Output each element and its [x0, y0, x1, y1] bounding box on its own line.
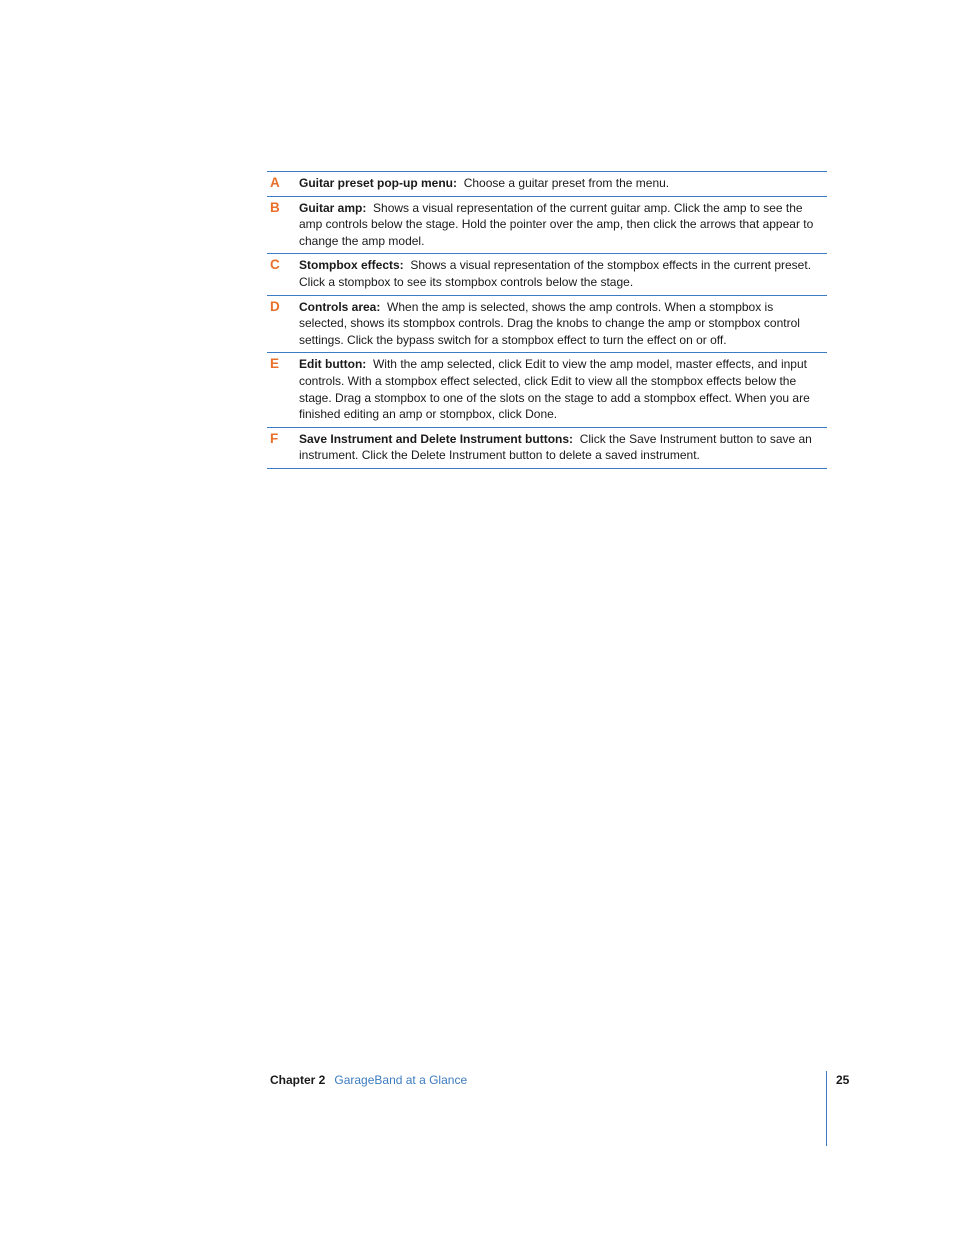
footer-chapter: Chapter 2 [270, 1073, 326, 1087]
callout-term: Guitar preset pop-up menu: [299, 176, 458, 190]
callout-description: Click the Save Instrument button to save an instrument. Click the Delete Instrument button to delete a saved instrument. [299, 431, 812, 463]
callout-term: Save Instrument and Delete Instrument buttons: [299, 431, 574, 446]
callout-row-a [267, 172, 827, 197]
callout-term: Guitar amp: [299, 200, 367, 215]
callout-row-e [267, 353, 827, 427]
callout-term: Stompbox effects: [299, 258, 404, 273]
callout-row-c [267, 254, 827, 295]
callout-table [267, 171, 827, 469]
callout-letter: B [270, 199, 280, 215]
callout-letter: F [270, 430, 279, 446]
callout-text [299, 200, 827, 250]
callout-description: When the amp is selected, shows the amp controls. When a stompbox is selected, shows its stompbox controls. Drag the knobs to change the amp or stompbox control settings. Click the bypass switch for a stompbox effect to turn the effect on or off. [299, 299, 800, 347]
callout-letter: D [270, 298, 280, 314]
callout-description: Choose a guitar preset from the menu. [463, 176, 670, 190]
callout-row-b [267, 197, 827, 255]
callout-text [299, 356, 827, 422]
callout-letter: A [270, 175, 280, 190]
callout-text [299, 175, 827, 192]
footer-divider [826, 1071, 827, 1146]
callout-letter: C [270, 257, 280, 273]
callout-text [299, 257, 827, 290]
callout-description: Shows a visual representation of the current guitar amp. Click the amp to see the amp controls below the stage. Hold the pointer over the amp, then click the arrows that appear to change the amp model. [299, 200, 814, 248]
page-number: 25 [836, 1073, 850, 1087]
callout-text [299, 431, 827, 464]
callout-row-f [267, 428, 827, 469]
callout-term: Controls area: [299, 299, 381, 314]
callout-row-d [267, 296, 827, 354]
footer-chapter-title: GarageBand at a Glance [334, 1073, 468, 1087]
callout-description: With the amp selected, click Edit to view the amp model, master effects, and input controls. With a stompbox effect selected, click Edit to view all the stompbox effects below the stage. Drag a stompbox to one of the slots on the stage to add a stompbox effect. When you are finished editing an amp or stompbox, click Done. [299, 357, 810, 422]
callout-term: Edit button: [299, 357, 367, 372]
callout-letter: E [270, 356, 280, 372]
callout-text [299, 299, 827, 349]
page-footer [270, 1072, 467, 1088]
callout-description: Shows a visual representation of the stompbox effects in the current preset. Click a stompbox to see its stompbox controls below the stage. [299, 258, 812, 289]
